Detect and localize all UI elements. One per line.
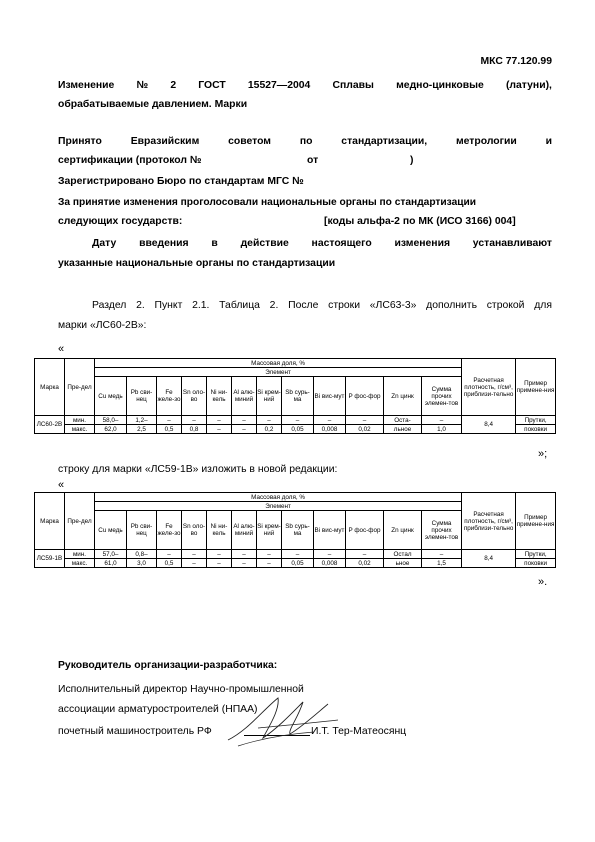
cell-pb-min: 1,2– — [127, 416, 157, 425]
cell-mark: ЛС60-2В — [35, 416, 65, 434]
protocol-close: ) — [410, 155, 414, 166]
cell-si-max: 0,2 — [257, 425, 282, 434]
adoption-word: Принято — [58, 136, 102, 147]
header-mass-fraction: Массовая доля, % — [95, 493, 462, 502]
cell-cu-max: 61,0 — [95, 559, 127, 568]
cell-si-min: – — [257, 550, 282, 559]
cell-pb-max: 2,5 — [127, 425, 157, 434]
signature-icon — [218, 690, 348, 750]
cell-p-max: 0,02 — [346, 559, 384, 568]
header-element: Элемент — [95, 502, 462, 511]
close-quote-1: »; — [538, 448, 548, 460]
header-zn: Zn цинк — [384, 377, 422, 416]
title-word: 2 — [170, 80, 177, 91]
cell-ni-max: – — [207, 559, 232, 568]
header-limit: Пре-дел — [65, 359, 95, 416]
cell-example-bottom: поковки — [516, 425, 556, 434]
header-limit: Пре-дел — [65, 493, 95, 550]
header-al: Al алю-миний — [232, 377, 257, 416]
cell-limit-max: макс. — [65, 559, 95, 568]
cell-p-min: – — [346, 416, 384, 425]
registered-line: Зарегистрировано Бюро по стандартам МГС № — [58, 176, 304, 187]
adoption-line — [58, 132, 552, 151]
cell-sum-max: 1,0 — [422, 425, 462, 434]
cell-al-min: – — [232, 550, 257, 559]
protocol-label: сертификации (протокол № — [58, 155, 202, 166]
amendment-title-cont: обрабатываемые давлением. Марки — [58, 99, 248, 110]
cell-mark: ЛС59-1В — [35, 550, 65, 568]
cell-bi-max: 0,008 — [314, 559, 346, 568]
table-row — [35, 416, 556, 425]
voted-line: За принятие изменения проголосовали национальные органы по стандартизации — [58, 197, 477, 208]
developer-head: Руководитель организации-разработчика: — [58, 660, 278, 671]
adoption-word: Евразийским — [130, 136, 200, 147]
cell-example-top: Прутки, — [516, 550, 556, 559]
cell-bi-min: – — [314, 550, 346, 559]
replace-instruction: строку для марки «ЛС59-1В» изложить в новой редакции: — [58, 464, 338, 475]
open-quote-2: « — [58, 479, 65, 491]
header-sum: Сумма прочих элемен-тов — [422, 377, 462, 416]
cell-ni-max: – — [207, 425, 232, 434]
cell-sn-min: – — [182, 550, 207, 559]
header-sum: Сумма прочих элемен-тов — [422, 511, 462, 550]
title-word: Изменение — [58, 80, 115, 91]
header-cu: Cu медь — [95, 511, 127, 550]
title-word: 15527—2004 — [247, 80, 311, 91]
header-bi: Bi вис-мут — [314, 511, 346, 550]
composition-table-1 — [34, 358, 556, 434]
mks-code: МКС 77.120.99 — [480, 56, 552, 67]
honorary-title: почетный машиностроитель РФ — [58, 726, 212, 737]
cell-example-bottom: поковки — [516, 559, 556, 568]
header-al: Al алю-миний — [232, 511, 257, 550]
cell-ni-min: – — [207, 550, 232, 559]
cell-fe-min: – — [157, 416, 182, 425]
cell-sum-min: – — [422, 416, 462, 425]
header-mark: Марка — [35, 359, 65, 416]
cell-p-min: – — [346, 550, 384, 559]
title-word: медно-цинковые — [396, 80, 484, 91]
header-ni: Ni ни-кель — [207, 377, 232, 416]
cell-cu-min: 57,0– — [95, 550, 127, 559]
header-sn: Sn оло-во — [182, 511, 207, 550]
cell-pb-max: 3,0 — [127, 559, 157, 568]
header-mass-fraction: Массовая доля, % — [95, 359, 462, 368]
close-quote-2: ». — [538, 576, 548, 588]
composition-table-2 — [34, 492, 556, 568]
cell-cu-max: 62,0 — [95, 425, 127, 434]
cell-sb-max: 0,05 — [282, 559, 314, 568]
cell-density: 8,4 — [462, 416, 516, 434]
header-example: Пример примене-ния — [516, 493, 556, 550]
cell-limit-max: макс. — [65, 425, 95, 434]
header-zn: Zn цинк — [384, 511, 422, 550]
adoption-word: стандартизации, — [341, 136, 428, 147]
cell-sb-max: 0,05 — [282, 425, 314, 434]
header-ni: Ni ни-кель — [207, 511, 232, 550]
adoption-word: по — [299, 136, 313, 147]
header-cu: Cu медь — [95, 377, 127, 416]
cell-fe-min: – — [157, 550, 182, 559]
cell-example-top: Прутки, — [516, 416, 556, 425]
association-name: ассоциации арматуростроителей (НПАА) — [58, 704, 258, 715]
signatory-name: И.Т. Тер-Матеосянц — [311, 726, 407, 737]
header-density: Расчетная плотность, г/см³, приблизи-тельно — [462, 493, 516, 550]
protocol-from: от — [307, 155, 319, 166]
header-pb: Pb сви-нец — [127, 511, 157, 550]
cell-al-max: – — [232, 559, 257, 568]
cell-fe-max: 0,5 — [157, 425, 182, 434]
cell-limit-min: мин. — [65, 416, 95, 425]
header-si: Si крем-ний — [257, 377, 282, 416]
cell-zn-bottom: ьное — [384, 559, 422, 568]
header-mark: Марка — [35, 493, 65, 550]
date-line: Дату введения в действие настоящего изменения устанавливают — [92, 238, 552, 249]
cell-fe-max: 0,5 — [157, 559, 182, 568]
header-fe: Fe желе-зо — [157, 511, 182, 550]
header-bi: Bi вис-мут — [314, 377, 346, 416]
header-fe: Fe желе-зо — [157, 377, 182, 416]
amendment-title — [58, 76, 552, 95]
header-sn: Sn оло-во — [182, 377, 207, 416]
section-instruction: Раздел 2. Пункт 2.1. Таблица 2. После строки «ЛС63-3» дополнить строкой для — [92, 300, 552, 311]
cell-bi-max: 0,008 — [314, 425, 346, 434]
header-p: P фос-фор — [346, 377, 384, 416]
cell-sb-min: – — [282, 550, 314, 559]
cell-cu-min: 58,0– — [95, 416, 127, 425]
date-line-cont: указанные национальные органы по стандартизации — [58, 258, 336, 269]
cell-sum-min: – — [422, 550, 462, 559]
cell-sum-max: 1,5 — [422, 559, 462, 568]
cell-zn-bottom: льное — [384, 425, 422, 434]
adoption-word: советом — [228, 136, 271, 147]
header-sb: Sb сурь-ма — [282, 377, 314, 416]
cell-al-max: – — [232, 425, 257, 434]
cell-al-min: – — [232, 416, 257, 425]
title-word: ГОСТ — [198, 80, 226, 91]
table-row — [35, 550, 556, 559]
adoption-word: и — [545, 136, 552, 147]
cell-pb-min: 0,8– — [127, 550, 157, 559]
cell-zn-top: Остал — [384, 550, 422, 559]
header-si: Si крем-ний — [257, 511, 282, 550]
codes-line: [коды альфа-2 по МК (ИСО 3166) 004] — [324, 216, 516, 227]
header-p: P фос-фор — [346, 511, 384, 550]
cell-sn-min: – — [182, 416, 207, 425]
header-density: Расчетная плотность, г/см³, приблизи-тельно — [462, 359, 516, 416]
title-word: (латуни), — [505, 80, 552, 91]
section-instruction-cont: марки «ЛС60-2В»: — [58, 320, 147, 331]
header-pb: Pb сви-нец — [127, 377, 157, 416]
cell-sn-max: – — [182, 559, 207, 568]
title-word: № — [136, 80, 149, 91]
adoption-word: метрологии — [455, 136, 517, 147]
states-line: следующих государств: — [58, 216, 183, 227]
header-example: Пример примене-ния — [516, 359, 556, 416]
header-sb: Sb сурь-ма — [282, 511, 314, 550]
cell-density: 8,4 — [462, 550, 516, 568]
cell-limit-min: мин. — [65, 550, 95, 559]
open-quote-1: « — [58, 343, 65, 355]
cell-zn-top: Оста- — [384, 416, 422, 425]
cell-bi-min: – — [314, 416, 346, 425]
cell-ni-min: – — [207, 416, 232, 425]
cell-si-max: – — [257, 559, 282, 568]
cell-sb-min: – — [282, 416, 314, 425]
director-title: Исполнительный директор Научно-промышленной — [58, 684, 304, 695]
title-word: Сплавы — [332, 80, 374, 91]
cell-sn-max: 0,8 — [182, 425, 207, 434]
cell-p-max: 0,02 — [346, 425, 384, 434]
header-element: Элемент — [95, 368, 462, 377]
cell-si-min: – — [257, 416, 282, 425]
